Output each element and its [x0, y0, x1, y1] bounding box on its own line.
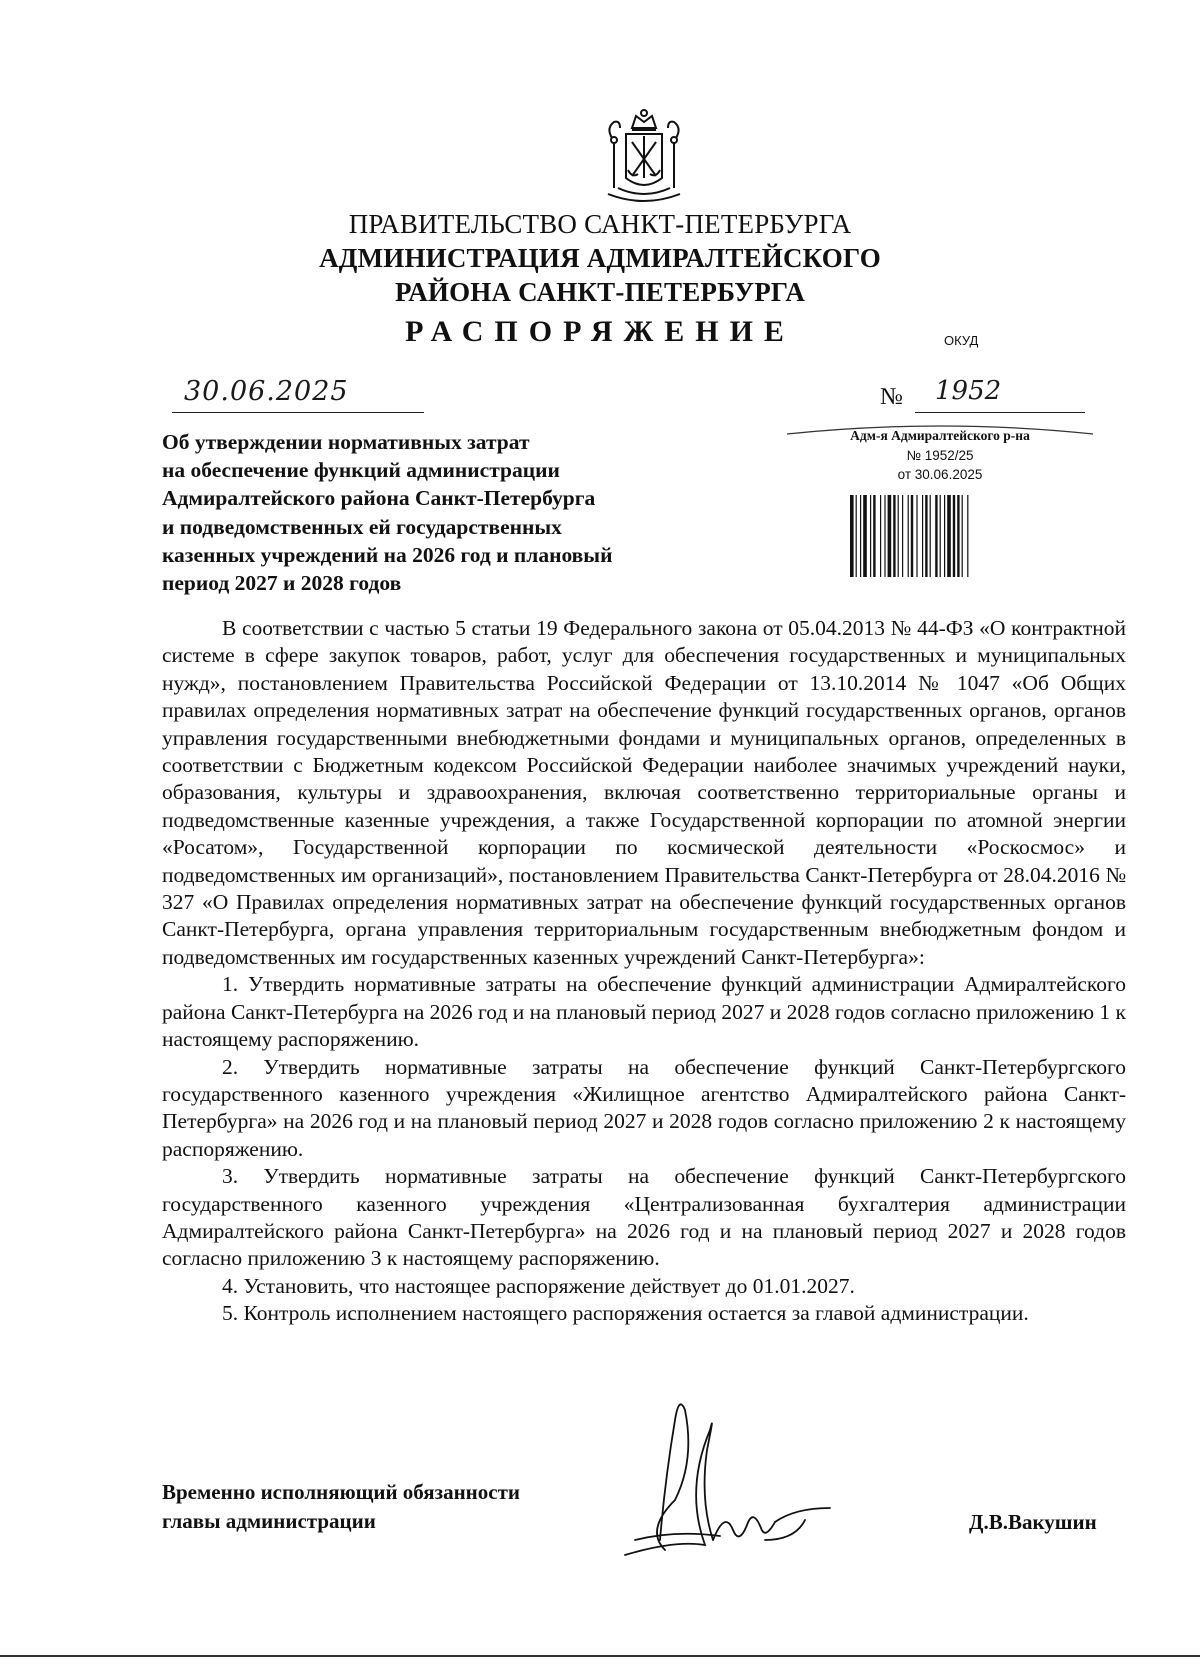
- position-line: Временно исполняющий обязанности: [162, 1480, 521, 1504]
- barcode-bar: [888, 495, 892, 577]
- administration-name-line-1: АДМИНИСТРАЦИЯ АДМИРАЛТЕЙСКОГО: [319, 243, 881, 273]
- document-title: [162, 428, 722, 597]
- barcode-icon: [850, 495, 1030, 577]
- barcode-bar: [908, 495, 909, 577]
- stamp-date: от 30.06.2025: [897, 467, 983, 482]
- order-item: 5. Контроль исполнением настоящего распоряжения остается за главой администрации.: [222, 1301, 1029, 1326]
- order-item: 3. Утвердить нормативные затраты на обеспечение функций Санкт-Петербургского государственного казенного учреждения «Централизованная бухгалтерия администрации Адмиралтейского района Санкт-Петербурга» на 2026 год и на плановый период 2027 и 2028 годов согласно приложению 3 к настоящему распоряжению.: [162, 1164, 1126, 1271]
- date-field: [172, 376, 424, 413]
- stamp-number: № 1952/25: [906, 448, 974, 463]
- signatory-position: [162, 1478, 520, 1536]
- barcode-bar: [884, 495, 885, 577]
- title-line: на обеспечение функций администрации: [162, 458, 560, 483]
- barcode-bar: [902, 495, 903, 577]
- number-value: 1952: [935, 376, 1002, 406]
- barcode-bar: [953, 495, 955, 577]
- document-body: [162, 615, 1126, 1328]
- barcode-bar: [925, 495, 927, 577]
- date-value: 30.06.2025: [184, 376, 349, 407]
- barcode-bar: [860, 495, 861, 577]
- title-line: Об утверждении нормативных затрат: [162, 430, 530, 454]
- barcode-bar: [930, 495, 931, 577]
- page-bottom-edge: [0, 1655, 1200, 1657]
- coat-of-arms-icon: [598, 108, 690, 208]
- administration-name-line-2: РАЙОНА САНКТ-ПЕТЕРБУРГА: [394, 277, 806, 307]
- barcode-bar: [856, 495, 857, 577]
- barcode-bar: [880, 495, 881, 577]
- barcode-bar: [898, 495, 899, 577]
- barcode-bar: [850, 495, 854, 577]
- order-item: 2. Утвердить нормативные затраты на обеспечение функций Санкт-Петербургского государственного казенного учреждения «Жилищное агентство Адмиралтейского района Санкт-Петербурга» на 2026 год и на плановый период 2027 и 2028 годов согласно приложению 2 к настоящему распоряжению.: [162, 1054, 1126, 1161]
- handwritten-signature: [615, 1390, 835, 1560]
- barcode-bar: [873, 495, 875, 577]
- barcode-bar: [922, 495, 923, 577]
- position-line: главы администрации: [162, 1509, 376, 1533]
- preamble-paragraph: В соответствии с частью 5 статьи 19 Федерального закона от 05.04.2013 № 44-ФЗ «О контрактной системе в сфере закупок товаров, работ, услуг для обеспечения государственных и муниципальных нужд», постановлением Правительства Российской Федерации от 13.10.2014 № 1047 «Об Общих правилах определения нормативных затрат на обеспечение функций государственных органов, органов управления государственными внебюджетными фондами и муниципальных органов, определенных в соответствии с Бюджетным кодексом Российской Федерации наиболее значимых учреждений науки, образования, культуры и здравоохранения, включая соответственно территориальные органы и подведомственные казенные учреждения, а также Государственной корпорации по атомной энергии «Росатом», Государственной корпорации по космической деятельности «Роскосмос» и подведомственных им организаций», постановлением Правительства Санкт-Петербурга от 28.04.2016 № 327 «О Правилах определения нормативных затрат на обеспечение функций государственных органов Санкт-Петербурга, органа управления территориальным государственным внебюджетным фондом и подведомственных им государственных казенных учреждений Санкт-Петербурга»:: [162, 616, 1126, 969]
- stamp-organization: Адм-я Адмиралтейского р-на: [850, 428, 1030, 443]
- document-type: РАСПОРЯЖЕНИЕ: [405, 315, 795, 348]
- barcode-bar: [863, 495, 867, 577]
- barcode-bar: [916, 495, 917, 577]
- number-field: [915, 376, 1085, 413]
- barcode-bar: [911, 495, 913, 577]
- barcode-bar: [947, 495, 951, 577]
- barcode-bar: [935, 495, 937, 577]
- number-sign: №: [880, 384, 903, 410]
- barcode-bar: [962, 495, 963, 577]
- barcode-bar: [944, 495, 945, 577]
- government-name: ПРАВИТЕЛЬСТВО САНКТ-ПЕТЕРБУРГА: [348, 209, 852, 239]
- barcode-bar: [967, 495, 968, 577]
- order-item: 4. Установить, что настоящее распоряжение действует до 01.01.2027.: [222, 1273, 855, 1298]
- registration-stamp: [775, 420, 1105, 585]
- barcode-bar: [957, 495, 959, 577]
- order-item: 1. Утвердить нормативные затраты на обеспечение функций администрации Адмиралтейского района Санкт-Петербурга на 2026 год и на плановый период 2027 и 2028 годов согласно приложению 1 к настоящему распоряжению.: [162, 972, 1126, 1052]
- barcode-bar: [870, 495, 871, 577]
- barcode-bar: [893, 495, 895, 577]
- title-line: период 2027 и 2028 годов: [162, 571, 402, 596]
- barcode-bar: [940, 495, 941, 577]
- signatory-name: Д.В.Вакушин: [969, 1510, 1097, 1534]
- title-line: казенных учреждений на 2026 год и плановый: [162, 542, 613, 567]
- title-line: и подведомственных ей государственных: [162, 514, 562, 539]
- okud-label: ОКУД: [944, 333, 979, 348]
- title-line: Адмиралтейского района Санкт-Петербурга: [162, 486, 596, 511]
